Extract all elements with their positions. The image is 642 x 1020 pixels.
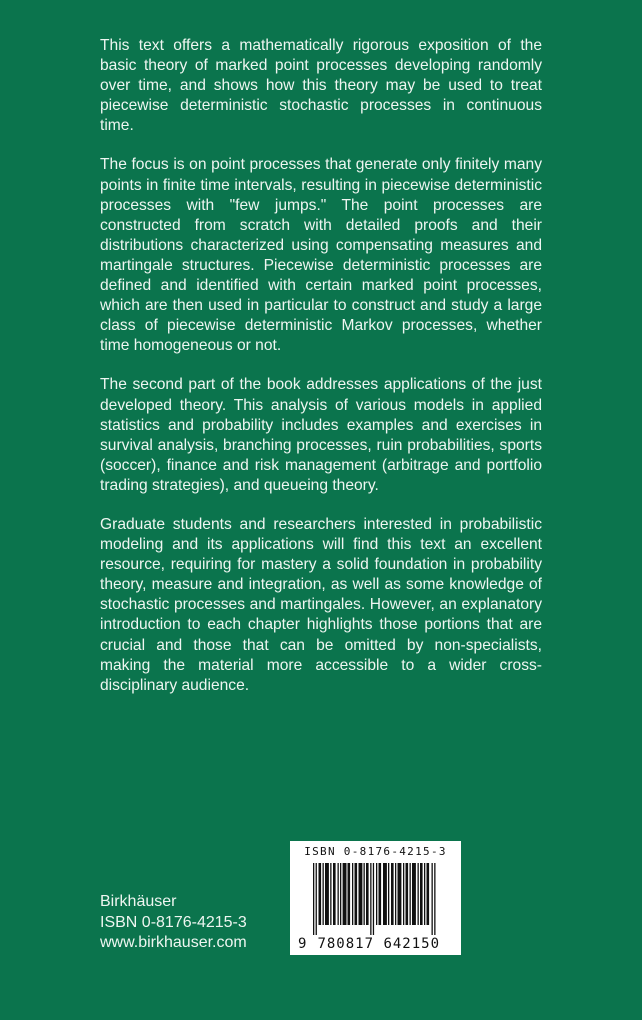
description-paragraph-4: Graduate students and researchers interested in probabilistic modeling and its applications will find this text an excellent resource, requiring for mastery a solid foundation in probability theory, measure and integration, as well as some knowledge of stochastic processes and martingales. However, an explanatory introduction to each chapter highlights those portions that are crucial and those that can be omitted by non-specialists, making the material more accessible to a wider cross-disciplinary audience. [100, 515, 542, 694]
description-paragraph-2: The focus is on point processes that generate only finitely many points in finite time intervals, resulting in piecewise deterministic processes with "few jumps." The point processes are constructed from scratch with detailed proofs and their distributions characterized using compensating measures and martingale structures. Piecewise deterministic processes are defined and identified with certain marked point processes, which are then used in particular to construct and study a large class of piecewise deterministic Markov processes, whether time homogeneous or not. [100, 156, 542, 355]
publisher-website: www.birkhauser.com [100, 934, 247, 951]
description-paragraph-3: The second part of the book addresses applications of the just developed theory. This analysis of various models in applied statistics and probability includes examples and exercises in survival analysis, branching processes, ruin probabilities, sports (soccer), finance and risk management (arbitrage and portfolio trading strategies), and queueing theory. [100, 376, 542, 494]
barcode-number: 780817 642150 [317, 936, 441, 952]
publisher-name: Birkhäuser [100, 893, 177, 910]
isbn-barcode [290, 841, 461, 955]
publisher-isbn: ISBN 0-8176-4215-3 [100, 913, 247, 931]
barcode-first-digit: 9 [298, 936, 308, 952]
back-cover-description [100, 36, 542, 715]
barcode-isbn-label: ISBN 0-8176-4215-3 [304, 845, 447, 858]
description-paragraph-1: This text offers a mathematically rigorous exposition of the basic theory of marked point processes developing randomly over time, and shows how this theory may be used to treat piecewise deterministic stochastic processes in continuous time. [100, 37, 542, 135]
barcode-bars-icon [313, 863, 437, 935]
publisher-info [100, 892, 247, 954]
barcode-digits [298, 936, 440, 952]
